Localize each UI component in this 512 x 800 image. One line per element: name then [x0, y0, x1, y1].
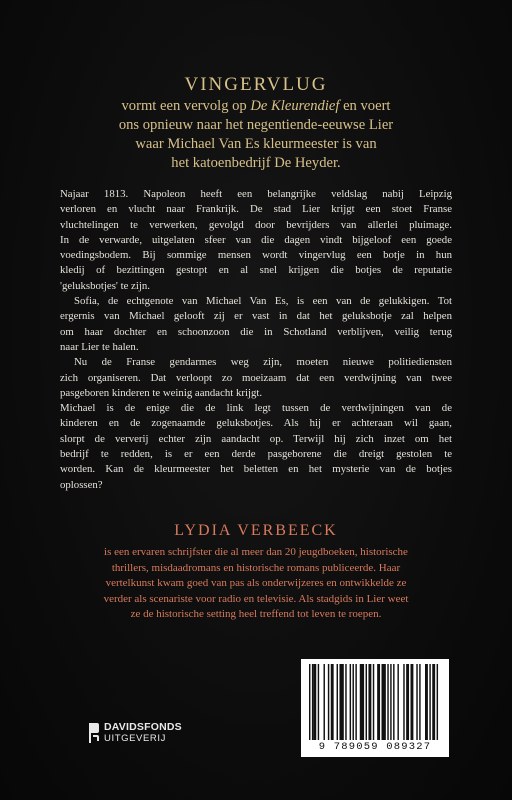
text-line: is een ervaren schrijfster die al meer dan 20 jeugdboeken, historische: [104, 546, 408, 558]
text-line: vertelkunst kwam goed van pas als onderwijzeres en ontwikkelde ze: [105, 577, 407, 589]
intro-text-part: en voert: [339, 98, 391, 114]
text-line: ergernis van Michael gelooft zij er vast in dat het geluksbotje zal helpen: [60, 310, 452, 323]
text-line: worden. Kan de kleurmeester het beletten en het mysterie van de botjes: [60, 463, 452, 476]
text-line: kinderen en de zogenaamde geluksbotjes. Als hij er achteraan wil gaan,: [60, 417, 452, 430]
author-bio: [56, 545, 456, 623]
publisher-name: DAVIDSFONDS: [104, 721, 182, 733]
barcode-bars: [307, 664, 443, 740]
intro-text-part: vormt een vervolg op: [121, 98, 251, 114]
davidsfonds-logo-icon: [88, 722, 100, 744]
isbn-digits: 9 789059 089327: [318, 741, 432, 753]
author-name: LYDIA VERBEECK: [174, 522, 338, 539]
barcode-bar: [312, 664, 313, 740]
blurb-paragraph-4: [60, 401, 452, 493]
barcode-bar: [416, 664, 417, 740]
text-line: Michael is de enige die de link legt tussen de verdwijningen van de: [60, 402, 452, 415]
barcode-bar: [387, 664, 388, 740]
barcode-bar: [425, 664, 428, 740]
text-line: slorpt de ververij echter zijn aandacht op. Terwijl hij zich inzet om het: [60, 432, 452, 445]
barcode-bar: [368, 664, 371, 740]
blurb: [60, 187, 452, 493]
barcode-bar: [337, 664, 338, 740]
text-line: Sofia, de echtgenote van Michael Van Es, is een van de gelukkigen. Tot: [74, 295, 452, 308]
barcode-bar: [429, 664, 430, 740]
barcode-bar: [309, 664, 310, 740]
barcode-bar: [353, 664, 354, 740]
barcode-bar: [366, 664, 367, 740]
text-line: vluchtelingen te verwerken, gevolgd door bevrijders van allerlei pluimage.: [60, 218, 452, 231]
barcode-bar: [328, 664, 329, 740]
barcode-bar: [318, 664, 319, 740]
book-title: VINGERVLUG: [184, 74, 328, 95]
text-line: om haar dochter en schoonzoon die in Schotland verblijven, veilig terug: [60, 325, 452, 338]
text-line: In de verwarde, uitgelaten sfeer van die dagen vindt bijgeloof een goede: [60, 233, 452, 246]
text-line: verloren en vlucht naar Frankrijk. De stad Lier krijgt een stoet Franse: [60, 203, 452, 216]
barcode-bar: [350, 664, 351, 740]
intro-text: [60, 97, 452, 173]
blurb-paragraph-2: [60, 294, 452, 355]
barcode-bar: [331, 664, 334, 740]
text-line: voedingsbodem. Bij sommige mensen wordt vingervlug een botje in hun: [60, 249, 452, 262]
publisher-subtitle: UITGEVERIJ: [104, 733, 166, 744]
isbn-barcode: [301, 659, 449, 757]
intro-line: waar Michael Van Es kleurmeester is van: [135, 136, 377, 152]
barcode-bar: [339, 664, 343, 740]
text-line: thrillers, misdaadromans en historische romans publiceerde. Haar: [111, 561, 401, 574]
blurb-paragraph-1: [60, 187, 452, 294]
barcode-bar: [437, 664, 438, 740]
text-line: naar Lier te halen.: [60, 340, 139, 353]
barcode-bar: [377, 664, 380, 740]
barcode-bar: [432, 664, 435, 740]
text-line: ze de historische setting heel treffend tot leven te roepen.: [130, 608, 382, 620]
text-line: pasgeboren kinderen te weinig aandacht krijgt.: [60, 386, 263, 399]
text-line: zich organiseren. Dat verloopt zo moeizaam dat een verdwijning van twee: [60, 371, 452, 384]
barcode-bar: [403, 664, 404, 740]
barcode-bar: [313, 664, 316, 740]
barcode-bar: [406, 664, 409, 740]
barcode-bar: [355, 664, 356, 740]
barcode-bar: [397, 664, 398, 740]
text-line: 'geluksbotjes' te zijn.: [60, 279, 150, 292]
intro-line: ons opnieuw naar het negentiende-eeuwse Lier: [118, 117, 394, 133]
text-line: Nu de Franse gendarmes weg zijn, moeten nieuwe politiediensten: [74, 356, 452, 369]
text-line: oplossen?: [60, 478, 103, 491]
publisher-logo: [88, 722, 182, 744]
barcode-bar: [324, 664, 325, 740]
text-line: Najaar 1813. Napoleon heeft een belangrijke veldslag nabij Leipzig: [60, 188, 452, 200]
previous-book-title: De Kleurendief: [250, 98, 340, 114]
barcode-bar: [390, 664, 391, 740]
barcode-bar: [393, 664, 394, 740]
barcode-bar: [360, 664, 364, 740]
text-line: verder als scenariste voor radio en televisie. Als stadgids in Lier weet: [103, 592, 409, 605]
barcode-bar: [411, 664, 414, 740]
text-line: kledij of bezittingen gestopt en al snel krijgen die botjes de reputatie: [60, 264, 452, 277]
intro-line: [60, 97, 452, 116]
barcode-bar: [345, 664, 346, 740]
barcode-bar: [419, 664, 420, 740]
barcode-bar: [373, 664, 374, 740]
text-line: bedrijf te redden, is er een derde pasgeborene die dreigt gestolen te: [60, 448, 452, 461]
intro-line: het katoenbedrijf De Heyder.: [171, 155, 341, 171]
blurb-paragraph-3: [60, 355, 452, 401]
barcode-bar: [382, 664, 386, 740]
